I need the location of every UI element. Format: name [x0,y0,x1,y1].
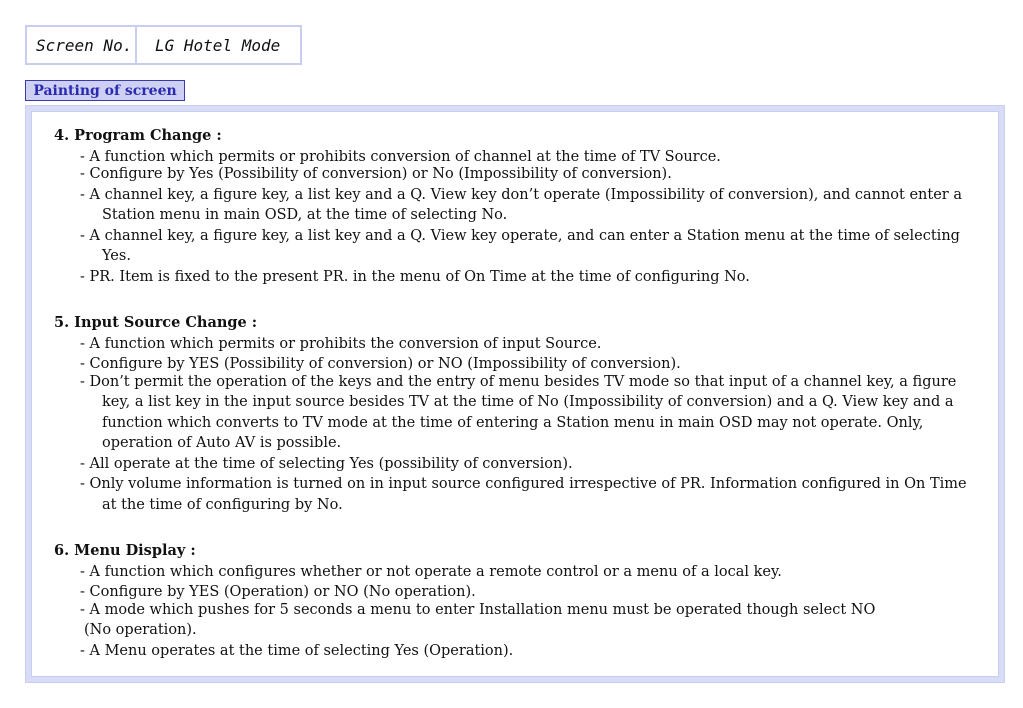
list-item: - PR. Item is fixed to the present PR. in the menu of On Time at the time of configuring No. [80,268,750,285]
list-item: - Configure by YES (Possibility of conversion) or NO (Impossibility of conversion). [80,356,681,372]
screen-name: LG Hotel Mode [155,35,281,55]
section-spacer [54,515,980,541]
list-item: - A Menu operates at the time of selecting Yes (Operation). [80,642,514,659]
section-spacer [54,287,980,313]
section-title-input-source-change: 5. Input Source Change : [54,314,258,331]
list-item: - Configure by Yes (Possibility of conversion) or No (Impossibility of conversion). [80,166,672,182]
list-item: - All operate at the time of selecting Yes (possibility of conversion). [80,455,573,472]
screen-header [25,25,302,65]
list-item: - A channel key, a figure key, a list key and a Q. View key operate, and can enter a Station menu at the time of selecting Yes. [80,227,960,264]
section-title-menu-display: 6. Menu Display : [54,542,196,559]
list-item-continuation: (No operation). [84,622,197,638]
section-title-program-change: 4. Program Change : [54,127,222,144]
content-panel-inner [31,111,999,677]
list-item: - A channel key, a figure key, a list key and a Q. View key don’t operate (Impossibility of conversion), and cannot enter a Station menu in main OSD, at the time of selecting No. [80,186,962,223]
list-item: - Only volume information is turned on in input source configured irrespective of PR. Information configured in On Time at the time of configuring by No. [80,476,967,513]
list-item: - A function which configures whether or not operate a remote control or a menu of a local key. [80,563,782,580]
document-content [54,126,980,661]
list-item: - Configure by YES (Operation) or NO (No operation). [80,584,476,600]
screen-no-label: Screen No. [27,27,137,63]
list-item: - A function which permits or prohibits conversion of channel at the time of TV Source. [80,148,721,165]
list-item: - A function which permits or prohibits the conversion of input Source. [80,335,602,352]
list-item: - Don’t permit the operation of the keys and the entry of menu besides TV mode so that input of a channel key, a figure key, a list key in the input source besides TV at the time of No (Impossibility of conversion) and a Q. View key and a function which converts to TV mode at the time of entering a Station menu in main OSD may not operate. Only, operation of Auto AV is possible. [80,373,957,451]
list-item: - A mode which pushes for 5 seconds a menu to enter Installation menu must be operated though select NO [80,601,876,618]
content-panel [25,105,1005,683]
section-badge: Painting of screen [25,80,185,101]
